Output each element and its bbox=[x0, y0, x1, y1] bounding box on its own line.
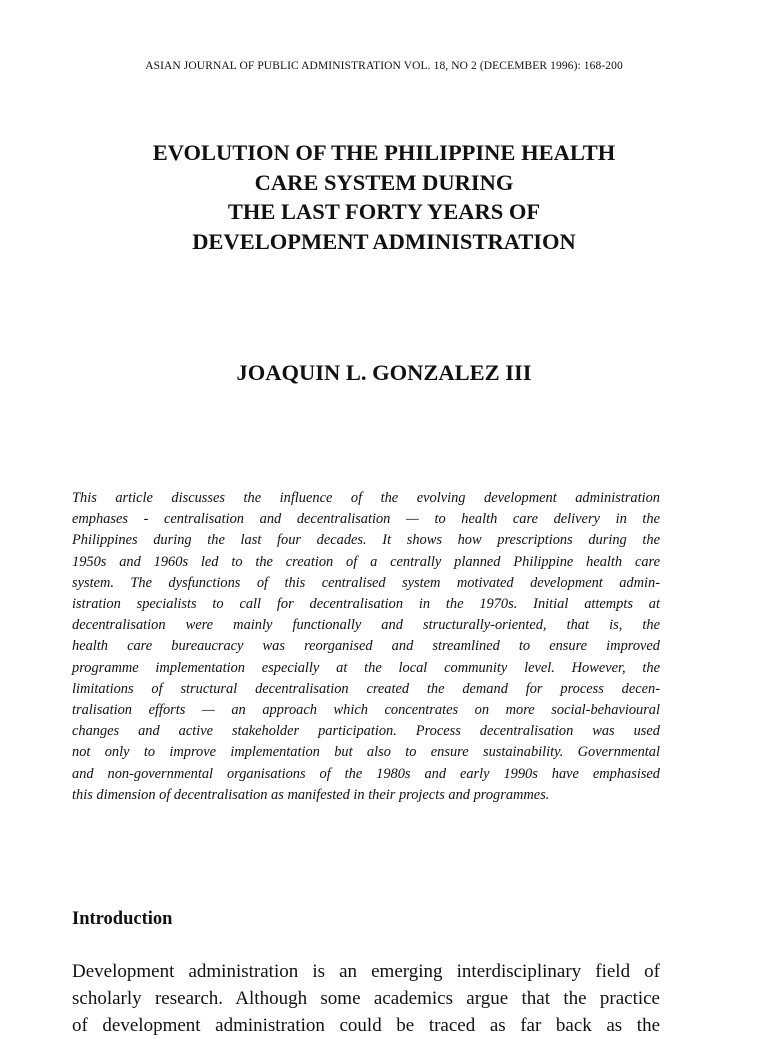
abstract bbox=[72, 488, 660, 806]
title-line: THE LAST FORTY YEARS OF bbox=[227, 199, 541, 224]
abstract-line: this dimension of decentralisation as manifested in their projects and programmes. bbox=[72, 786, 550, 803]
abstract-line: not only to improve implementation but also to ensure sustainability. Governmental bbox=[72, 744, 660, 761]
abstract-line: istration specialists to call for decentralisation in the 1970s. Initial attempts at bbox=[72, 596, 660, 613]
body-paragraph bbox=[72, 958, 660, 1039]
abstract-line: health care bureaucracy was reorganised and streamlined to ensure improved bbox=[72, 638, 660, 655]
title-line: CARE SYSTEM DURING bbox=[254, 169, 514, 195]
body-line: scholarly research. Although some academics argue that the practice bbox=[72, 988, 660, 1009]
abstract-line: This article discusses the influence of the evolving development administration bbox=[72, 490, 660, 506]
title-line: EVOLUTION OF THE PHILIPPINE HEALTH bbox=[152, 140, 616, 165]
abstract-line: and non-governmental organisations of the 1980s and early 1990s have emphasised bbox=[72, 765, 660, 782]
abstract-line: 1950s and 1960s led to the creation of a centrally planned Philippine health care bbox=[72, 553, 660, 570]
abstract-line: emphases - centralisation and decentralisation — to health care delivery in the bbox=[72, 511, 660, 528]
author-name: JOAQUIN L. GONZALEZ III bbox=[236, 360, 532, 385]
abstract-line: system. The dysfunctions of this centralised system motivated development admin- bbox=[72, 574, 660, 591]
title-line: DEVELOPMENT ADMINISTRATION bbox=[192, 228, 576, 254]
body-line: Development administration is an emerging interdisciplinary field of bbox=[72, 961, 660, 982]
running-head: ASIAN JOURNAL OF PUBLIC ADMINISTRATION VOL. 18, NO 2 (DECEMBER 1996): 168-200 bbox=[145, 60, 623, 72]
abstract-line: Philippines during the last four decades. It shows how prescriptions during the bbox=[72, 532, 660, 549]
abstract-line: decentralisation were mainly functionally and structurally-oriented, that is, the bbox=[72, 617, 660, 634]
section-heading: Introduction bbox=[72, 909, 173, 929]
abstract-line: programme implementation especially at the local community level. However, the bbox=[72, 659, 660, 676]
abstract-line: changes and active stakeholder participation. Process decentralisation was used bbox=[72, 723, 660, 740]
article-title bbox=[60, 138, 708, 256]
body-line: of development administration could be traced as far back as the bbox=[72, 1015, 660, 1036]
abstract-line: tralisation efforts — an approach which concentrates on more social-behavioural bbox=[72, 702, 660, 719]
abstract-line: limitations of structural decentralisation created the demand for process decen- bbox=[72, 680, 660, 697]
